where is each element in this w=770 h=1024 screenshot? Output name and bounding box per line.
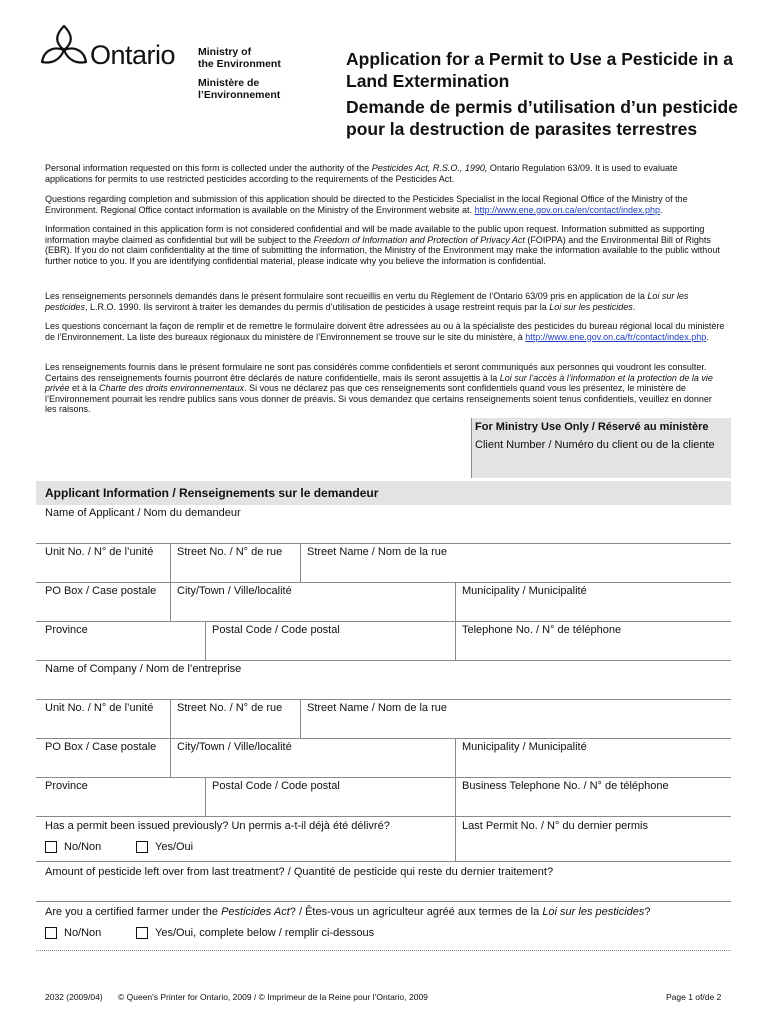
divider <box>205 777 206 816</box>
ontario-logo <box>38 22 188 78</box>
permit-yes-label: Yes/Oui <box>155 841 194 853</box>
province-field[interactable] <box>40 638 203 658</box>
intro-paragraph-4: Les renseignements personnels demandés dans le présent formulaire sont recueillis en vertu du Règlement de l’Ontario 63/09 pris en application de la Loi sur les pesticides, L.R.O. 1990. Ils serviront à traiter les demandes du permis d’utilisation de pesticides à usage restreint requis par la Loi sur les pesticides. <box>45 291 689 312</box>
amount-left-field[interactable] <box>40 880 730 900</box>
permit-yes-checkbox[interactable] <box>136 841 148 853</box>
divider <box>170 699 171 738</box>
farmer-no-label: No/Non <box>64 927 102 939</box>
company-name-label: Name of Company / Nom de l’entreprise <box>45 663 242 675</box>
divider <box>36 582 731 583</box>
last-permit-field[interactable] <box>457 836 730 858</box>
divider <box>36 861 731 862</box>
company-province-field[interactable] <box>40 795 203 815</box>
divider <box>300 543 301 582</box>
municipality-label: Municipality / Municipalité <box>462 585 587 597</box>
po-box-field[interactable] <box>40 600 168 620</box>
divider <box>455 621 456 660</box>
form-title-fr: Demande de permis d’utilisation d’un pesticide pour la destruction de parasites terrestres <box>346 97 738 139</box>
postal-code-field[interactable] <box>207 638 453 658</box>
divider <box>170 543 171 582</box>
farmer-yes-label: Yes/Oui, complete below / remplir ci-dessous <box>155 927 375 939</box>
company-po-box-field[interactable] <box>40 756 168 776</box>
company-city-field[interactable] <box>172 756 453 776</box>
street-no-label: Street No. / N° de rue <box>177 546 283 558</box>
divider <box>205 621 206 660</box>
business-telephone-field[interactable] <box>457 795 730 815</box>
divider <box>455 738 456 777</box>
unit-no-label: Unit No. / N° de l’unité <box>45 546 154 558</box>
company-postal-code-label: Postal Code / Code postal <box>212 780 340 792</box>
permit-no-checkbox[interactable] <box>45 841 57 853</box>
province-label: Province <box>45 624 88 636</box>
company-street-name-label: Street Name / Nom de la rue <box>307 702 448 714</box>
ministry-en-line-1: Ministry of <box>198 46 252 58</box>
divider <box>36 543 731 544</box>
municipality-field[interactable] <box>457 600 730 620</box>
contact-link-fr[interactable]: http://www.ene.gov.on.ca/fr/contact/index.php <box>525 331 707 342</box>
unit-no-field[interactable] <box>40 560 168 580</box>
divider <box>36 738 731 739</box>
intro-paragraph-3: Information contained in this application form is not considered confidential and will be made available to the public upon request. Information submitted as supporting information maybe claimed as confidential but will be subject to the Freedom of Information and Protection of Privacy Act (FOIPPA) and the Environmental Bill of Rights (EBR). If you do not claim confidentiality at the time of submitting the information, the Ministry of the Environment may make the information available to the public without further notice to you. If you are identifying confidential material, please indicate why you believe the information is confidential. <box>45 224 720 266</box>
divider <box>36 950 731 951</box>
po-box-label: PO Box / Case postale <box>45 585 157 597</box>
postal-code-label: Postal Code / Code postal <box>212 624 340 636</box>
company-street-no-field[interactable] <box>172 716 298 736</box>
applicant-name-label: Name of Applicant / Nom du demandeur <box>45 507 241 519</box>
company-municipality-label: Municipality / Municipalité <box>462 741 587 753</box>
farmer-no-checkbox[interactable] <box>45 927 57 939</box>
street-no-field[interactable] <box>172 560 298 580</box>
amount-left-label: Amount of pesticide left over from last treatment? / Quantité de pesticide qui reste du dernier traitement? <box>45 866 554 878</box>
street-name-label: Street Name / Nom de la rue <box>307 546 448 558</box>
ministry-en-line-2: the Environment <box>198 58 281 70</box>
form-number: 2032 (2009/04) <box>45 992 103 1002</box>
client-number-label: Client Number / Numéro du client ou de la cliente <box>475 439 715 451</box>
divider <box>455 816 456 861</box>
ministry-name <box>198 46 281 101</box>
ministry-fr-line-1: Ministère de <box>198 77 260 89</box>
page-number: Page 1 of/de 2 <box>666 992 722 1002</box>
divider <box>36 901 731 902</box>
applicant-name-field[interactable] <box>40 520 730 542</box>
intro-paragraph-2: Questions regarding completion and submission of this application should be directed to the Pesticides Specialist in the local Regional Office of the Ministry of the Environment. Regional Office contact information is available on the Ministry of the Environment website at. http://www.ene.gov.on.ca/en/contact/index.php. <box>45 194 688 215</box>
telephone-label: Telephone No. / N° de téléphone <box>462 624 622 636</box>
permit-question-label: Has a permit been issued previously? Un permis a-t-il déjà été délivré? <box>45 820 390 832</box>
company-postal-code-field[interactable] <box>207 795 453 815</box>
divider <box>36 621 731 622</box>
divider <box>471 418 472 478</box>
intro-paragraph-6: Les renseignements fournis dans le présent formulaire ne sont pas considérés comme confidentiels et seront communiqués aux personnes qui voudront les consulter. Certains des renseignements fournis pourront être déclarés de nature confidentielle, mais ils seront assujettis à la Loi sur l’accès à l’information et la protection de la vie privée et à la Charte des droits environnementaux. Si vous ne déclarez pas que ces renseignements sont confidentiels quand vous les présentez, le ministère de l’Environnement pourrait les rendre publics sans vous donner de préavis. Si vous demandez que certains renseignements soient tenus confidentiels, veuillez en donner les raisons. <box>45 362 713 415</box>
company-name-field[interactable] <box>40 677 730 697</box>
telephone-field[interactable] <box>457 638 730 658</box>
form-title-en: Application for a Permit to Use a Pesticide in a Land Extermination <box>346 49 734 91</box>
contact-link-en[interactable]: http://www.ene.gov.on.ca/en/contact/index.php <box>474 204 661 215</box>
divider <box>36 699 731 700</box>
company-unit-no-field[interactable] <box>40 716 168 736</box>
last-permit-label: Last Permit No. / N° du dernier permis <box>462 820 648 832</box>
business-telephone-label: Business Telephone No. / N° de téléphone <box>462 780 669 792</box>
divider <box>455 582 456 621</box>
farmer-question-label: Are you a certified farmer under the Pesticides Act? / Êtes-vous un agriculteur agréé aux termes de la Loi sur les pesticides? <box>45 906 651 918</box>
farmer-yes-checkbox[interactable] <box>136 927 148 939</box>
ministry-fr-line-2: l’Environnement <box>198 89 281 101</box>
company-street-no-label: Street No. / N° de rue <box>177 702 283 714</box>
trillium-icon <box>38 22 90 74</box>
intro-paragraph-5: Les questions concernant la façon de remplir et de remettre le formulaire doivent être adressées au ou à la spécialiste des pesticides du bureau régional local du ministère de l’Environnement. La liste des bureaux régionaux du ministère de l’Environnement se trouve sur le site du ministère, à http://www.ene.gov.on.ca/fr/contact/index.php. <box>45 321 725 342</box>
divider <box>36 816 731 817</box>
company-po-box-label: PO Box / Case postale <box>45 741 157 753</box>
copyright: © Queen's Printer for Ontario, 2009 / © Imprimeur de la Reine pour l’Ontario, 2009 <box>118 992 428 1002</box>
street-name-field[interactable] <box>302 560 730 580</box>
company-municipality-field[interactable] <box>457 756 730 776</box>
divider <box>36 777 731 778</box>
divider <box>300 699 301 738</box>
divider <box>455 777 456 816</box>
city-label: City/Town / Ville/localité <box>177 585 292 597</box>
divider <box>36 660 731 661</box>
company-unit-no-label: Unit No. / N° de l’unité <box>45 702 154 714</box>
ontario-wordmark: Ontario <box>90 40 176 70</box>
permit-no-label: No/Non <box>64 841 102 853</box>
company-street-name-field[interactable] <box>302 716 730 736</box>
city-field[interactable] <box>172 600 453 620</box>
divider <box>170 738 171 777</box>
section-title: Applicant Information / Renseignements sur le demandeur <box>45 486 379 500</box>
company-province-label: Province <box>45 780 88 792</box>
divider <box>170 582 171 621</box>
company-city-label: City/Town / Ville/localité <box>177 741 292 753</box>
ministry-use-heading: For Ministry Use Only / Réservé au ministère <box>475 421 709 433</box>
intro-paragraph-1: Personal information requested on this form is collected under the authority of the Pesticides Act, R.S.O., 1990, Ontario Regulation 63/09. It is used to evaluate applications for permits to use restricted pesticides according to the requirements of the Pesticides Act. <box>45 163 678 184</box>
